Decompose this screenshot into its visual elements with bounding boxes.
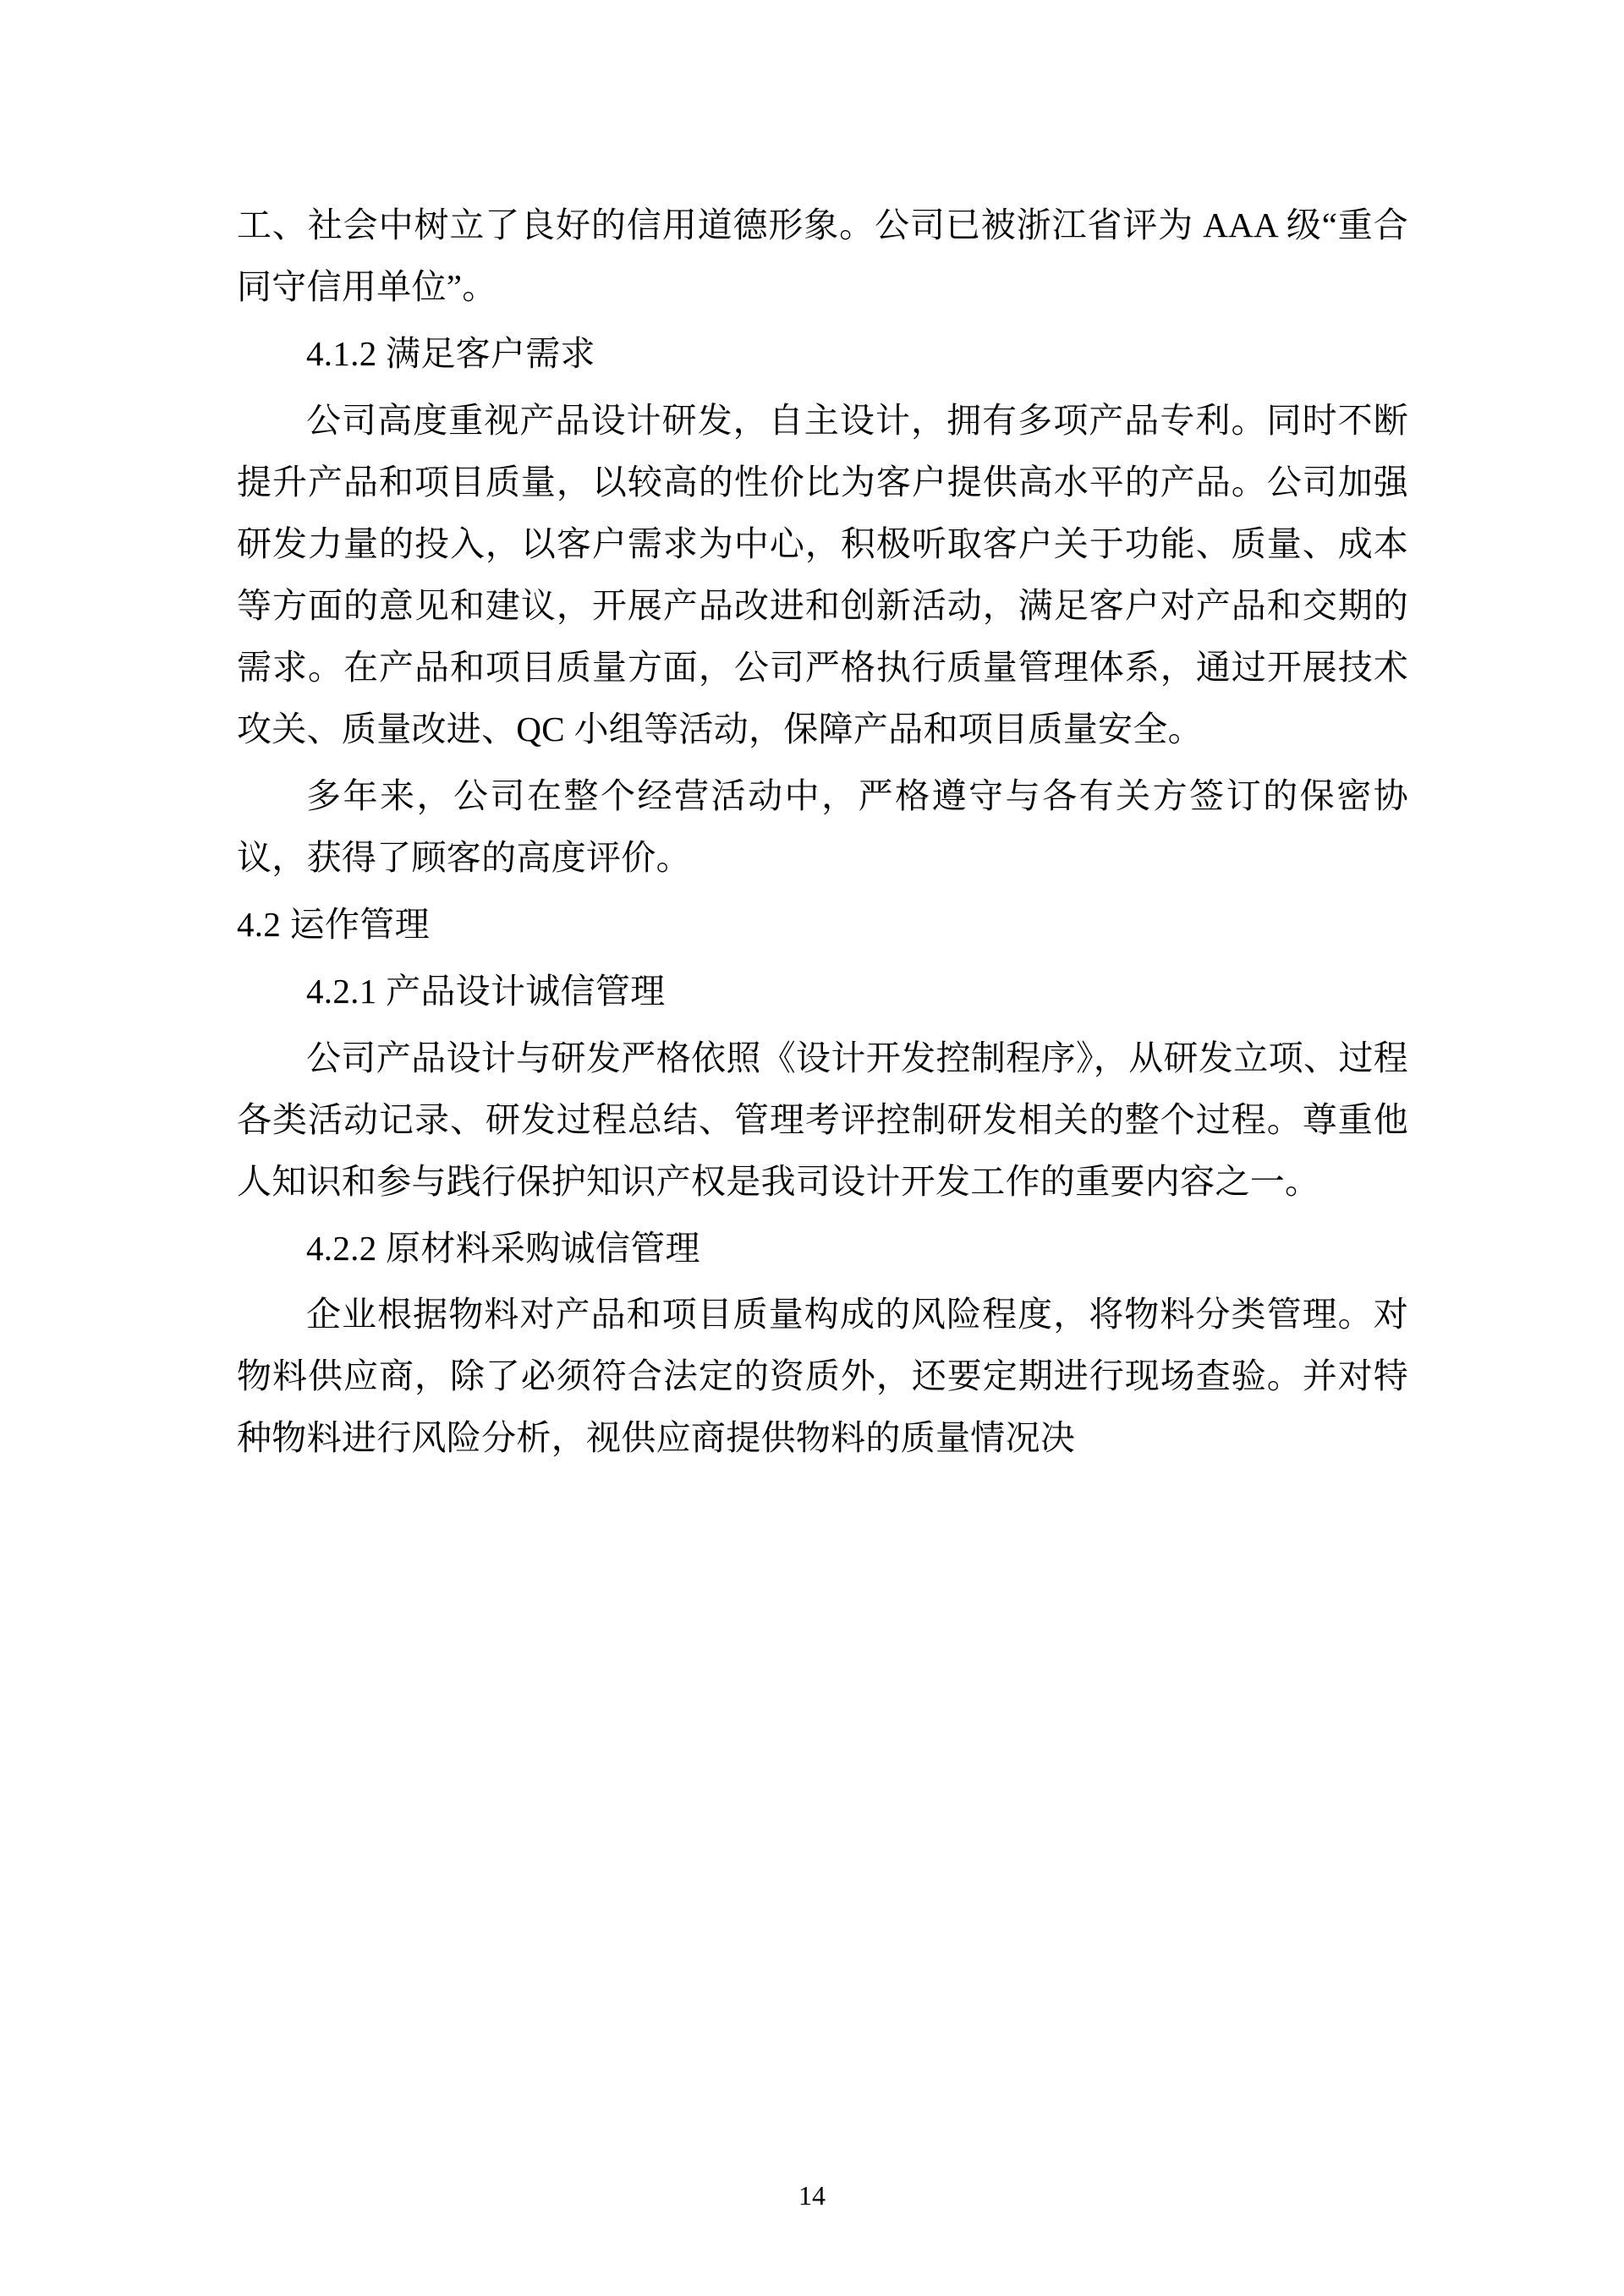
paragraph-continuation: 工、社会中树立了良好的信用道德形象。公司已被浙江省评为 AAA 级“重合同守信用单位”。 [237, 205, 1408, 306]
paragraph-material-procurement: 企业根据物料对产品和项目质量构成的风险程度，将物料分类管理。对物料供应商，除了必须符合法定的资质外，还要定期进行现场查验。并对特种物料进行风险分析，视供应商提供物料的质量情况决 [237, 1295, 1408, 1458]
heading-4-2-2: 4.2.2 原材料采购诚信管理 [306, 1228, 700, 1268]
heading-4-1-2: 4.1.2 满足客户需求 [306, 333, 595, 373]
paragraph-customer-needs: 公司高度重视产品设计研发，自主设计，拥有多项产品专利。同时不断提升产品和项目质量，以较高的性价比为客户提供高水平的产品。公司加强研发力量的投入，以客户需求为中心，积极听取客户关于功能、质量、成本等方面的意见和建议，开展产品改进和创新活动，满足客户对产品和交期的需求。在产品和项目质量方面，公司严格执行质量管理体系，通过开展技术攻关、质量改进、QC 小组等活动，保障产品和项目质量安全。 [237, 400, 1408, 748]
document-body [237, 195, 1408, 1469]
heading-4-2: 4.2 运作管理 [237, 904, 430, 944]
page-number: 14 [798, 2180, 826, 2211]
paragraph-confidentiality: 多年来，公司在整个经营活动中，严格遵守与各有关方签订的保密协议，获得了顾客的高度评价。 [237, 775, 1408, 877]
paragraph-design-integrity: 公司产品设计与研发严格依照《设计开发控制程序》，从研发立项、过程各类活动记录、研发过程总结、管理考评控制研发相关的整个过程。尊重他人知识和参与践行保护知识产权是我司设计开发工作的重要内容之一。 [237, 1038, 1408, 1201]
heading-4-2-1: 4.2.1 产品设计诚信管理 [306, 971, 666, 1011]
